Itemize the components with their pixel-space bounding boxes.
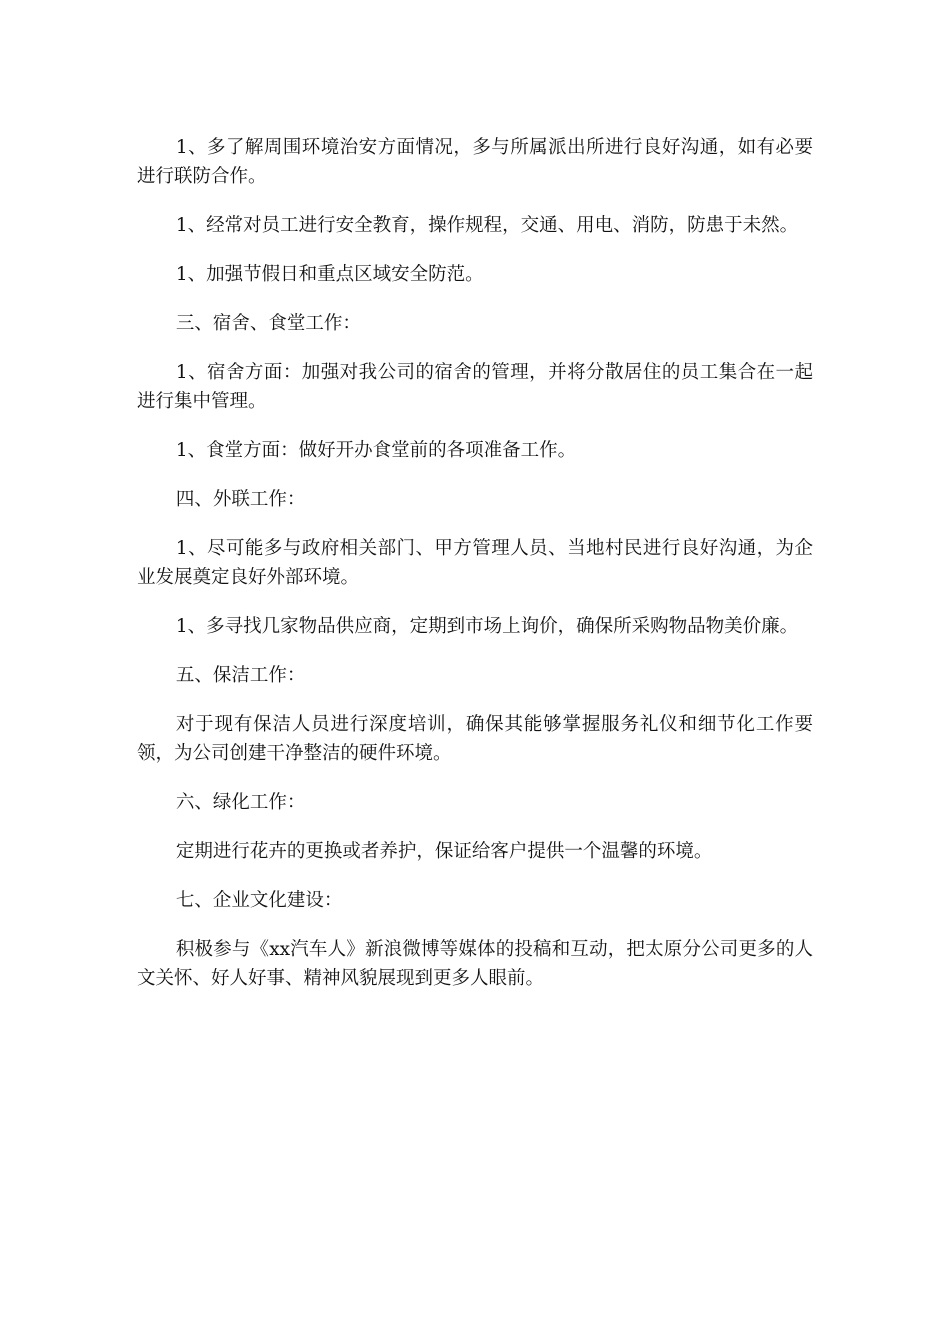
section-heading-cleaning: 五、保洁工作： [175,665,306,686]
paragraph-greening: 定期进行花卉的更换或者养护，保证给客户提供一个温馨的环境。 [175,841,713,862]
section-heading-external-relations: 四、外联工作： [175,489,306,510]
paragraph-security-police-liaison: 1、多了解周围环境治安方面情况，多与所属派出所进行良好沟通，如有必要进行联防合作。 [137,137,813,187]
paragraph-cleaning-training: 对于现有保洁人员进行深度培训，确保其能够掌握服务礼仪和细节化工作要领，为公司创建干净整洁的硬件环境。 [137,714,813,764]
paragraph-suppliers: 1、多寻找几家物品供应商，定期到市场上询价，确保所采购物品物美价廉。 [175,616,799,637]
paragraph-corporate-culture: 积极参与《xx汽车人》新浪微博等媒体的投稿和互动，把太原分公司更多的人文关怀、好人好事、精神风貌展现到更多人眼前。 [137,939,813,989]
paragraph-government-communication: 1、尽可能多与政府相关部门、甲方管理人员、当地村民进行良好沟通，为企业发展奠定良好外部环境。 [137,538,813,588]
document-body [137,133,813,1013]
section-heading-greening: 六、绿化工作： [175,792,306,813]
paragraph-dormitory: 1、宿舍方面：加强对我公司的宿舍的管理，并将分散居住的员工集合在一起进行集中管理。 [137,362,813,412]
paragraph-safety-education: 1、经常对员工进行安全教育，操作规程，交通、用电、消防，防患于未然。 [175,215,799,236]
paragraph-holiday-security: 1、加强节假日和重点区域安全防范。 [175,264,484,285]
section-heading-dormitory-canteen: 三、宿舍、食堂工作： [175,313,361,334]
paragraph-canteen: 1、食堂方面：做好开办食堂前的各项准备工作。 [175,440,577,461]
section-heading-corporate-culture: 七、企业文化建设： [175,890,343,911]
